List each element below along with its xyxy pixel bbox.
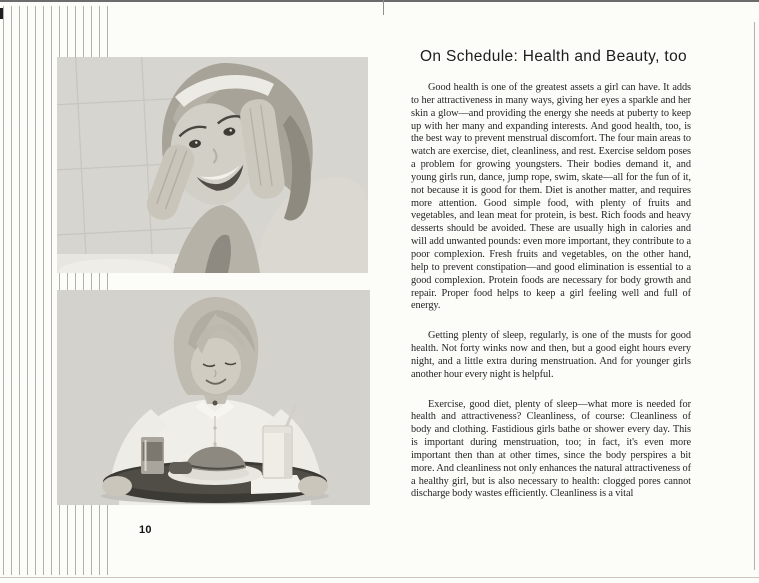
paragraph-2: Getting plenty of sleep, regularly, is one of the musts for good health. Not forty winks now and then, but a good eight hours every night, and a little extra during menstruation. And for younger girls another hour every night is helpful. — [411, 330, 691, 380]
small-dish — [169, 462, 192, 474]
photo-girl-with-meal-tray-art — [57, 290, 370, 505]
page-number: 10 — [139, 524, 152, 536]
body-text — [411, 82, 691, 501]
paragraph-3: Exercise, good diet, plenty of sleep—what more is needed for health and attractiveness? Cleanliness, of course: Cleanliness of body and clothing. Fastidious girls bathe or shower every day. This is important during menstruation, too; in fact, it's even more important then than at other times, since the body perspires a bit more. And cleanliness not only enhances the natural attractiveness of a healthy girl, but is also necessary to health: clogged pores cannot discharge body wastes efficiently. Cleanliness is a vital — [411, 398, 691, 500]
page-right-edge — [754, 22, 755, 570]
left-hand — [102, 476, 132, 496]
right-hand — [298, 476, 328, 496]
page-bottom-edge — [0, 577, 759, 578]
photo-woman-washing-face — [57, 57, 368, 273]
page-gutter-tick — [383, 0, 384, 15]
photo-woman-washing-face-art — [57, 57, 368, 273]
chapter-heading: On Schedule: Health and Beauty, too — [420, 48, 688, 65]
juice-glass — [141, 437, 164, 474]
paragraph-1: Good health is one of the greatest assets a girl can have. It adds to her attractiveness in many ways, giving her eyes a sparkle and her skin a glow—and providing the energy she needs at puberty to keep up with her many and expanding interests. And good health, too, is the best way to prevent menstrual discomfort. The four main areas to watch are exercise, diet, cleanliness, and rest. Exercise seldom poses a problem for growing youngsters. Their bodies demand it, and young girls run, dance, jump rope, swim, skate—all for the fun of it, not because it is good for them. Diet is another matter, and requires more attention. Good simple food, with plenty of fruits and vegetables, and lean meat for protein, is best. Rich foods and heavy desserts should be avoided. These are usually high in calories and will add unwanted pounds: even more important, they contribute to a poor complexion. Fresh fruits and vegetables, on the other hand, help to prevent constipation—and good elimination is essential to a good complexion. Protein foods are necessary for body growth and repair. Proper food helps to keep a girl feeling well and full of energy. — [411, 82, 691, 312]
scan-top-edge — [0, 0, 759, 2]
photo-girl-with-meal-tray — [57, 290, 370, 505]
